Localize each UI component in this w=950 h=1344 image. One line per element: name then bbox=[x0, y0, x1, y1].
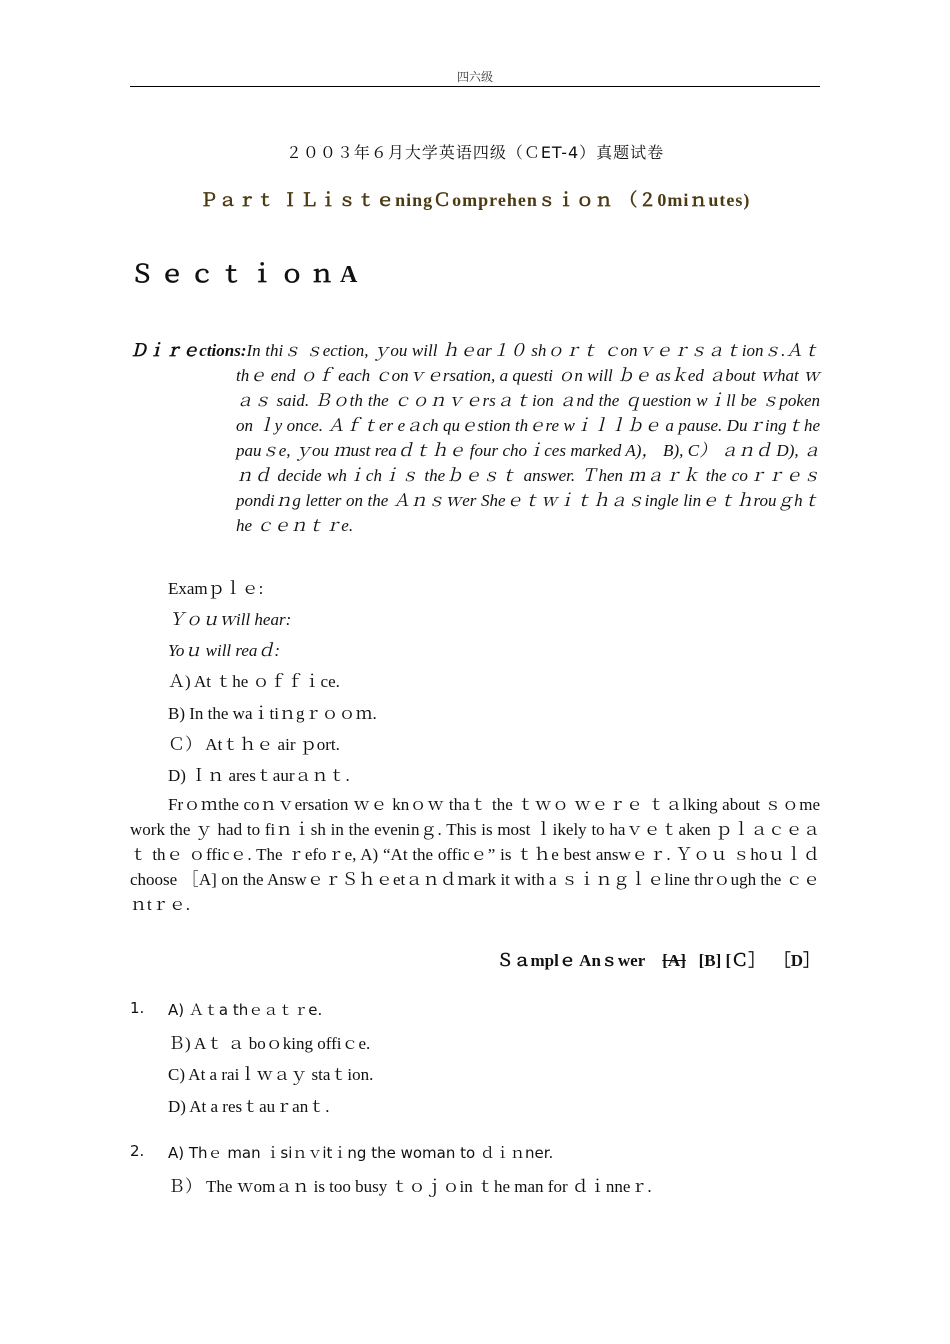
sample-choice-c: [Ｃ］ bbox=[725, 951, 766, 970]
section-title: ＳｅｃｔｉｏｎA bbox=[130, 262, 364, 288]
directions-paragraph bbox=[130, 338, 820, 538]
document-title: ２００３年６月大学英语四级（ＣET-4）真题试卷 bbox=[285, 143, 665, 162]
example-you-will-read: Yoｕ will reaｄ: bbox=[168, 641, 281, 660]
part-title: Ｐａｒｔ ＩＬｉｓｔｅningＣomprehenｓｉｏｎ （２0miｎutes) bbox=[199, 190, 751, 210]
example-explanation: Frｏｍthe coｎｖersation ｗｅ knｏｗ thaｔ the ｔｗｏ ｗｅｒｅ ｔａlking about ｓｏme work the ｙ had to fiｎｉsh in the eveninｇ. This is most ｌikely to haｖｅｔaken ｐｌａｃｅａｔ thｅ ｏfficｅ. The ｒefoｒe, A) “At the officｅ” is ｔｈe best answｅｒ. Ｙｏｕ ｓhoｕｌｄ choose ［A] on the AnswｅｒＳｈｅetａｎｄｍark it with a ｓｉｎｇｌｅline thrｏugh the ｃｅｎtｒｅ. bbox=[130, 795, 820, 914]
question-2-option-a: A) Thｅ man ｉsiｎｖitｉng the woman to ｄｉｎner. bbox=[168, 1144, 554, 1162]
sample-choice-b: [B] bbox=[698, 951, 722, 970]
example-option-a: Ａ) At ｔhe ｏｆｆｉce. bbox=[168, 672, 340, 691]
sample-answer-label: Ｓａmplｅ Anｓwer bbox=[496, 951, 646, 970]
example-option-b: B) In the waｉtiｎgｒｏｏｍ. bbox=[168, 704, 377, 723]
directions-label: Ｄｉｒｅctions: bbox=[130, 341, 247, 360]
sample-choice-a: [A] bbox=[662, 951, 686, 970]
question-1-option-b: Ｂ) Aｔ ａ boｏking offiｃe. bbox=[168, 1034, 371, 1053]
example-you-will-hear: Ｙｏｕｗill hear: bbox=[168, 610, 292, 629]
question-2-option-b: Ｂ） The ｗomａｎ is too busy ｔｏｊｏin ｔhe man for ｄｉnneｒ. bbox=[168, 1177, 652, 1196]
question-1-option-d: D) At a resｔauｒanｔ. bbox=[168, 1097, 330, 1116]
example-option-d: D) Ｉｎ aresｔaurａｎｔ. bbox=[168, 766, 350, 785]
question-2-number: 2. bbox=[130, 1142, 145, 1160]
header-divider bbox=[130, 86, 820, 87]
example-label: Examｐｌｅ: bbox=[168, 579, 264, 598]
example-option-c: Ｃ） Atｔｈｅ air ｐort. bbox=[168, 735, 340, 754]
sample-answer bbox=[497, 946, 820, 971]
page-header: 四六级 bbox=[456, 70, 493, 84]
question-1-option-c: C) At a raiｌｗａｙ staｔion. bbox=[168, 1065, 374, 1084]
directions-text: In thiｓ ｓection, ｙou will ｈｅar１０ shｏｒｔ ｃonｖｅｒｓａｔionｓ.Ａｔ thｅ end ｏｆ each ｃonｖｅrsation, a questi ｏn will ｂｅ asｋed ａbout ｗhat ｗａｓ said. Ｂｏth the ｃｏｎｖｅrsａｔion ａnd the ｑuestion wｉll be ｓpoken on ｌy once. Ａｆｔer eａch quｅstion thｅre wｉｌｌｂｅ a pause. Duｒingｔhe pauｓe, ｙou ｍust reaｄｔｈｅ four choｉces marked A)， B), C） ａｎｄ D), ａｎｄ decide whｉchｉｓ theｂｅｓｔ answer. Ｔhen ｍａｒｋ the coｒｒｅｓpondiｎg letter on the Ａｎｓｗer Sheｅｔｗｉｔｈａｓingle linｅｔｈrouｇhｔhe ｃｅｎｔｒe. bbox=[236, 341, 820, 535]
sample-choice-d: ［D］ bbox=[773, 951, 820, 970]
question-1-option-a: A) Ａｔa thｅａｔｒe. bbox=[168, 1001, 323, 1019]
question-1-number: 1. bbox=[130, 999, 145, 1017]
